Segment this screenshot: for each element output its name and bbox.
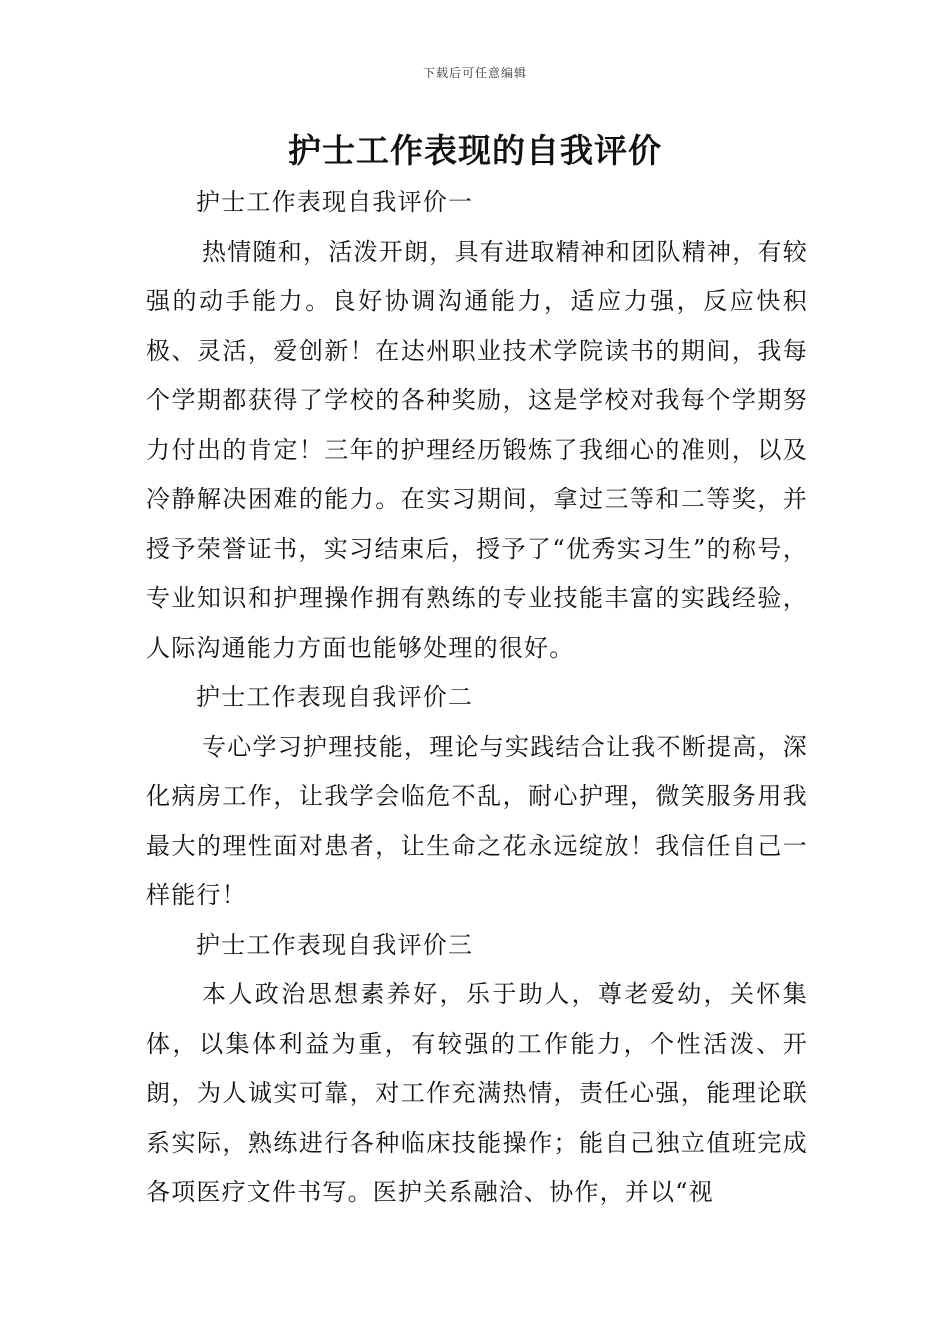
section-heading-1: 护士工作表现自我评价一: [196, 188, 474, 216]
document-body: [146, 178, 808, 1218]
document-title: 护士工作表现的自我评价: [288, 131, 662, 170]
section-paragraph-2: 专心学习护理技能，理论与实践结合让我不断提高，深化病房工作，让我学会临危不乱，耐心护理，微笑服务用我最大的理性面对患者，让生命之花永远绽放！我信任自己一样能行！: [146, 732, 808, 909]
section-heading-2: 护士工作表现自我评价二: [196, 683, 474, 711]
header-note: 下载后可任意编辑: [422, 66, 527, 80]
section-heading-3: 护士工作表现自我评价三: [196, 930, 474, 959]
section-paragraph-3: 本人政治思想素养好，乐于助人，尊老爱幼，关怀集体，以集体利益为重，有较强的工作能力，个性活泼、开朗，为人诚实可靠，对工作充满热情，责任心强，能理论联系实际，熟练进行各种临床技能操作；能自己独立值班完成各项医疗文件书写。医护关系融洽、协作，并以“视: [146, 980, 808, 1206]
section-paragraph-1: 热情随和，活泼开朗，具有进取精神和团队精神，有较强的动手能力。良好协调沟通能力，适应力强，反应快积极、灵活，爱创新！在达州职业技术学院读书的期间，我每个学期都获得了学校的各种奖励，这是学校对我每个学期努力付出的肯定！三年的护理经历锻炼了我细心的准则，以及冷静解决困难的能力。在实习期间，拿过三等和二等奖，并授予荣誉证书，实习结束后，授予了“优秀实习生”的称号，专业知识和护理操作拥有熟练的专业技能丰富的实践经验，人际沟通能力方面也能够处理的很好。: [146, 237, 808, 662]
